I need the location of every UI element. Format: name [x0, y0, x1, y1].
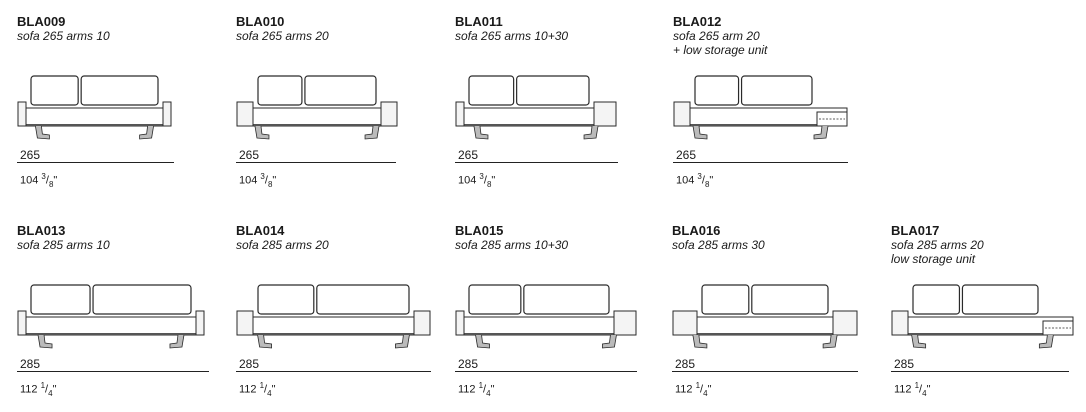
product-description: sofa 285 arms 20	[236, 238, 329, 252]
back-cushion	[913, 285, 959, 314]
sofa-leg	[474, 126, 488, 139]
sofa-drawing	[236, 277, 436, 357]
inch-part: 8	[486, 179, 492, 189]
sofa-leg	[170, 335, 184, 348]
inch-part: /	[264, 174, 268, 187]
back-cushion	[31, 76, 78, 105]
back-cushion	[752, 285, 828, 314]
product-description: sofa 285 arms 20	[891, 238, 984, 252]
sofa-base-shadow	[456, 333, 636, 335]
sofa-drawing	[236, 68, 406, 148]
back-cushion	[469, 76, 514, 105]
inch-part: 3	[479, 172, 484, 181]
width-inch	[20, 379, 56, 400]
right-arm	[833, 311, 857, 335]
inch-part: "	[271, 383, 276, 396]
inch-part: 4	[267, 388, 272, 398]
back-cushion	[258, 285, 314, 314]
back-cushion	[31, 285, 90, 314]
inch-part: "	[707, 383, 712, 396]
sofa-leg	[38, 335, 52, 348]
inch-part: 104	[239, 174, 261, 187]
dimension-line	[891, 371, 1069, 372]
sofa-leg	[602, 335, 616, 348]
product-description: sofa 285 arms 10	[17, 238, 110, 252]
width-inch	[458, 379, 494, 400]
product-description: sofa 265 arms 20	[236, 29, 329, 43]
width-inch	[675, 379, 711, 400]
back-cushion	[469, 285, 521, 314]
product-description: sofa 285 arms 10+30	[455, 238, 569, 252]
sofa-leg	[823, 335, 837, 348]
dimension-line	[672, 371, 858, 372]
sofa-drawing	[17, 277, 212, 357]
sofa-base	[456, 108, 616, 126]
left-arm	[237, 102, 253, 126]
product-code: BLA013	[17, 223, 66, 238]
sofa-drawing	[891, 277, 1077, 357]
inch-part: 1	[40, 381, 46, 390]
left-arm	[18, 102, 26, 126]
storage-unit	[817, 112, 847, 126]
sofa-base	[673, 317, 857, 335]
inch-part: /	[264, 383, 268, 396]
back-cushion	[962, 285, 1038, 314]
inch-part: /	[701, 174, 705, 187]
sofa-base-shadow	[237, 333, 430, 335]
back-cushion	[93, 285, 191, 314]
sofa-base-shadow	[237, 124, 397, 126]
inch-part: 112	[239, 383, 260, 396]
sofa-leg	[912, 335, 926, 348]
storage-unit	[1043, 321, 1073, 335]
inch-part: /	[919, 383, 923, 396]
sofa-drawing	[455, 277, 645, 357]
inch-part: 104	[458, 174, 480, 187]
product-code: BLA010	[236, 14, 285, 29]
sofa-leg	[258, 335, 272, 348]
dimension-line	[17, 371, 209, 372]
width-inch	[676, 170, 713, 191]
inch-part: /	[483, 383, 487, 396]
product-code: BLA014	[236, 223, 285, 238]
sofa-leg	[35, 126, 49, 139]
inch-part: /	[45, 383, 49, 396]
inch-part: 8	[267, 179, 273, 189]
inch-part: 1	[478, 381, 484, 390]
inch-part: "	[491, 174, 496, 187]
sofa-base-shadow	[673, 333, 857, 335]
right-arm	[381, 102, 397, 126]
left-arm	[237, 311, 253, 335]
width-inch	[458, 170, 495, 191]
sofa-leg	[814, 126, 828, 139]
sofa-base	[18, 108, 171, 126]
inch-part: "	[272, 174, 277, 187]
right-arm	[594, 102, 616, 126]
left-arm	[456, 102, 464, 126]
width-inch	[894, 379, 930, 400]
left-arm	[892, 311, 908, 335]
width-cm: 285	[458, 357, 479, 371]
inch-part: 1	[259, 381, 265, 390]
inch-part: "	[53, 174, 58, 187]
inch-part: 112	[20, 383, 41, 396]
right-arm	[414, 311, 430, 335]
product-code: BLA012	[673, 14, 722, 29]
product-code: BLA015	[455, 223, 504, 238]
back-cushion	[517, 76, 589, 105]
left-arm	[674, 102, 690, 126]
sofa-drawing	[673, 68, 858, 148]
back-cushion	[305, 76, 376, 105]
inch-part: 112	[458, 383, 479, 396]
inch-part: 1	[695, 381, 701, 390]
inch-part: /	[700, 383, 704, 396]
inch-part: 8	[48, 179, 54, 189]
sofa-leg	[584, 126, 598, 139]
product-description: sofa 265 arms 10+30	[455, 29, 569, 43]
inch-part: 3	[697, 172, 702, 181]
product-description-2: low storage unit	[891, 252, 976, 266]
back-cushion	[695, 76, 739, 105]
inch-part: 112	[675, 383, 696, 396]
right-arm	[163, 102, 171, 126]
product-code: BLA011	[455, 14, 503, 29]
inch-part: 8	[704, 179, 710, 189]
back-cushion	[702, 285, 749, 314]
inch-part: 4	[486, 388, 491, 398]
width-inch	[239, 379, 275, 400]
sofa-base	[237, 108, 397, 126]
product-description: sofa 265 arms 10	[17, 29, 110, 43]
width-cm: 285	[239, 357, 260, 371]
sofa-leg	[365, 126, 379, 139]
width-cm: 285	[20, 357, 41, 371]
inch-part: /	[45, 174, 49, 187]
back-cushion	[742, 76, 812, 105]
inch-part: "	[490, 383, 495, 396]
sofa-base-shadow	[18, 124, 171, 126]
sofa-leg	[395, 335, 409, 348]
inch-part: 112	[894, 383, 915, 396]
product-code: BLA017	[891, 223, 940, 238]
inch-part: 4	[48, 388, 53, 398]
width-cm: 265	[458, 148, 479, 162]
left-arm	[456, 311, 464, 335]
sofa-base	[456, 317, 636, 335]
back-cushion	[258, 76, 302, 105]
inch-part: "	[926, 383, 931, 396]
right-arm	[196, 311, 204, 335]
sofa-base-shadow	[18, 333, 204, 335]
dimension-line	[17, 162, 174, 163]
sofa-leg	[255, 126, 269, 139]
sofa-leg	[140, 126, 154, 139]
dimension-line	[455, 162, 618, 163]
width-cm: 285	[675, 357, 696, 371]
sofa-leg	[476, 335, 490, 348]
product-description-2: + low storage unit	[673, 43, 768, 57]
inch-part: "	[52, 383, 57, 396]
dimension-line	[236, 162, 396, 163]
dimension-line	[673, 162, 848, 163]
inch-part: "	[709, 174, 714, 187]
width-cm: 265	[676, 148, 697, 162]
sofa-leg	[1039, 335, 1053, 348]
product-description: sofa 265 arm 20	[673, 29, 760, 43]
back-cushion	[524, 285, 609, 314]
width-cm: 265	[20, 148, 41, 162]
inch-part: 3	[260, 172, 265, 181]
back-cushion	[317, 285, 409, 314]
dimension-line	[236, 371, 431, 372]
inch-part: /	[483, 174, 487, 187]
right-arm	[614, 311, 636, 335]
width-cm: 265	[239, 148, 260, 162]
sofa-drawing	[455, 68, 625, 148]
dimension-line	[455, 371, 637, 372]
sofa-drawing	[17, 68, 187, 148]
sofa-leg	[693, 126, 707, 139]
sofa-base	[237, 317, 430, 335]
product-code: BLA009	[17, 14, 66, 29]
inch-part: 4	[703, 388, 708, 398]
width-inch	[20, 170, 57, 191]
sofa-leg	[693, 335, 707, 348]
width-cm: 285	[894, 357, 915, 371]
inch-part: 4	[922, 388, 927, 398]
inch-part: 104	[20, 174, 42, 187]
sofa-base	[18, 317, 204, 335]
inch-part: 104	[676, 174, 698, 187]
sofa-drawing	[672, 277, 862, 357]
inch-part: 1	[914, 381, 920, 390]
left-arm	[18, 311, 26, 335]
left-arm	[673, 311, 697, 335]
back-cushion	[81, 76, 158, 105]
inch-part: 3	[41, 172, 46, 181]
width-inch	[239, 170, 276, 191]
product-code: BLA016	[672, 223, 721, 238]
product-description: sofa 285 arms 30	[672, 238, 765, 252]
sofa-base-shadow	[456, 124, 616, 126]
